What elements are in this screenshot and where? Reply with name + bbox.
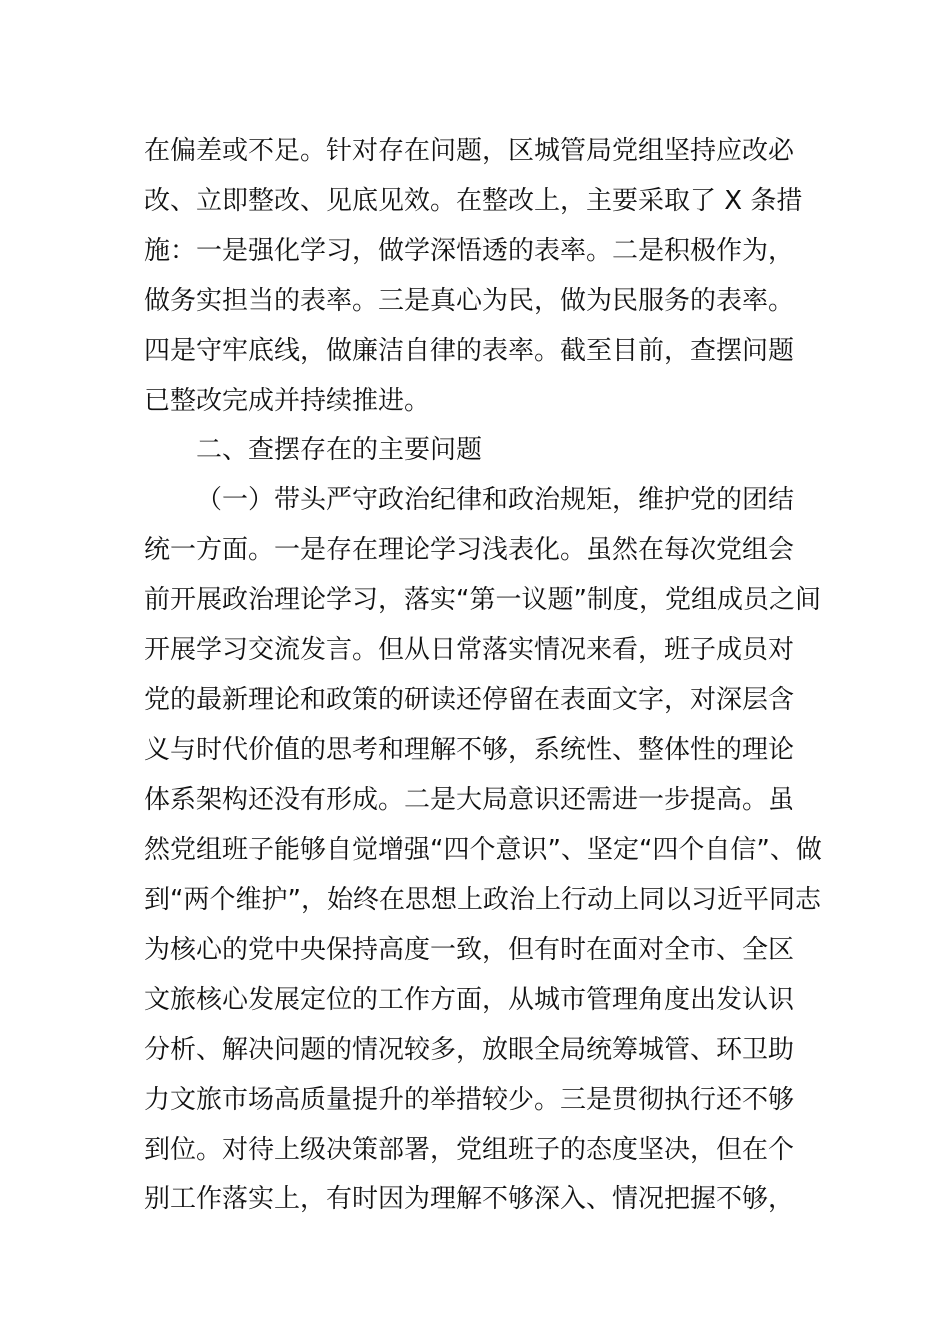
paragraph-line: 文旅核心发展定位的工作方面，从城市管理角度出发认识 (144, 985, 795, 1015)
paragraph-line: 然党组班子能够自觉增强“四个意识”、坚定“四个自信”、做 (144, 835, 822, 865)
paragraph-line: 在偏差或不足。针对存在问题，区城管局党组坚持应改必 (144, 136, 795, 166)
paragraph-line: 到“两个维护”，始终在思想上政治上行动上同以习近平同志 (144, 885, 821, 915)
paragraph-line: 前开展政治理论学习，落实“第一议题”制度，党组成员之间 (144, 585, 821, 615)
paragraph-line: 四是守牢底线，做廉洁自律的表率。截至目前，查摆问题 (144, 336, 795, 366)
paragraph-line: 党的最新理论和政策的研读还停留在表面文字，对深层含 (144, 685, 795, 715)
paragraph-line: 做务实担当的表率。三是真心为民，做为民服务的表率。 (144, 286, 795, 316)
section-heading: 二、查摆存在的主要问题 (196, 435, 483, 465)
paragraph-line: 力文旅市场高质量提升的举措较少。三是贯彻执行还不够 (144, 1085, 795, 1115)
paragraph-line: 改、立即整改、见底见效。在整改上，主要采取了 X 条措 (144, 186, 803, 216)
paragraph-line: 别工作落实上，有时因为理解不够深入、情况把握不够， (144, 1184, 795, 1214)
paragraph-line: 义与时代价值的思考和理解不够，系统性、整体性的理论 (144, 735, 795, 765)
paragraph-line: 施：一是强化学习，做学深悟透的表率。二是积极作为， (144, 236, 795, 266)
paragraph-line: 分析、解决问题的情况较多，放眼全局统筹城管、环卫助 (144, 1035, 795, 1065)
paragraph-line: 体系架构还没有形成。二是大局意识还需进一步提高。虽 (144, 785, 795, 815)
paragraph-line: 到位。对待上级决策部署，党组班子的态度坚决，但在个 (144, 1135, 795, 1165)
paragraph-line: 统一方面。一是存在理论学习浅表化。虽然在每次党组会 (144, 535, 795, 565)
paragraph-line: 已整改完成并持续推进。 (144, 386, 431, 416)
paragraph-line: 为核心的党中央保持高度一致，但有时在面对全市、全区 (144, 935, 795, 965)
subsection-heading-line: （一）带头严守政治纪律和政治规矩，维护党的团结 (196, 485, 795, 515)
paragraph-line: 开展学习交流发言。但从日常落实情况来看，班子成员对 (144, 635, 795, 665)
